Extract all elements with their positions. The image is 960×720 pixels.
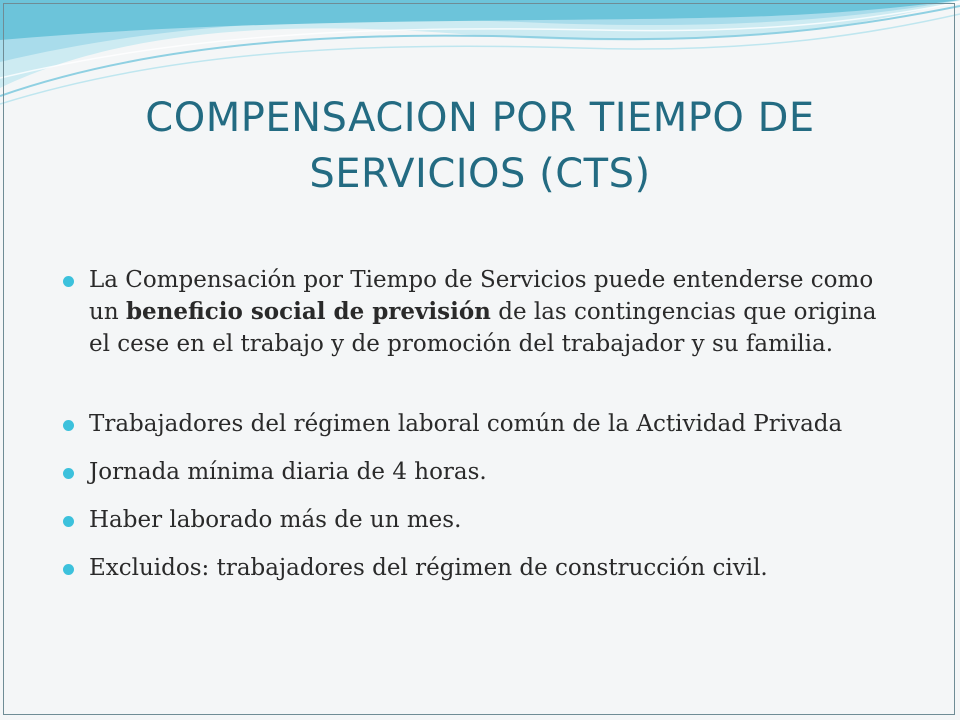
bullet-item-tenure [60, 504, 904, 536]
title-line-1: COMPENSACION POR TIEMPO DE [145, 95, 815, 141]
bullet-workday-text: Jornada mínima diaria de 4 horas. [89, 459, 487, 485]
bullet-excluded-text: Excluidos: trabajadores del régimen de construcción civil. [89, 555, 768, 581]
bullet-item-workday [60, 456, 904, 488]
bullet-icon [63, 516, 74, 527]
bullet-item-definition [60, 264, 904, 360]
bullet-icon [63, 564, 74, 575]
bullet-definition-text-start: La Compensación por Tiempo de Servicios puede entenderse como un [89, 267, 874, 325]
bullet-list [60, 264, 904, 584]
bullet-item-workers [60, 408, 904, 440]
bullet-definition-text-end: de las contingencias que origina el cese en el trabajo y de promoción del trabajador y su familia. [89, 299, 877, 357]
bullet-icon [63, 276, 74, 287]
title-line-2: SERVICIOS (CTS) [309, 151, 651, 197]
bullet-item-excluded [60, 552, 904, 584]
bullet-definition-bold: beneficio social de previsión [125, 298, 491, 325]
slide-title [60, 90, 900, 202]
bullet-tenure-text: Haber laborado más de un mes. [89, 507, 462, 533]
bullet-workers-text: Trabajadores del régimen laboral común de la Actividad Privada [89, 411, 843, 437]
bullet-icon [63, 420, 74, 431]
bullet-icon [63, 468, 74, 479]
